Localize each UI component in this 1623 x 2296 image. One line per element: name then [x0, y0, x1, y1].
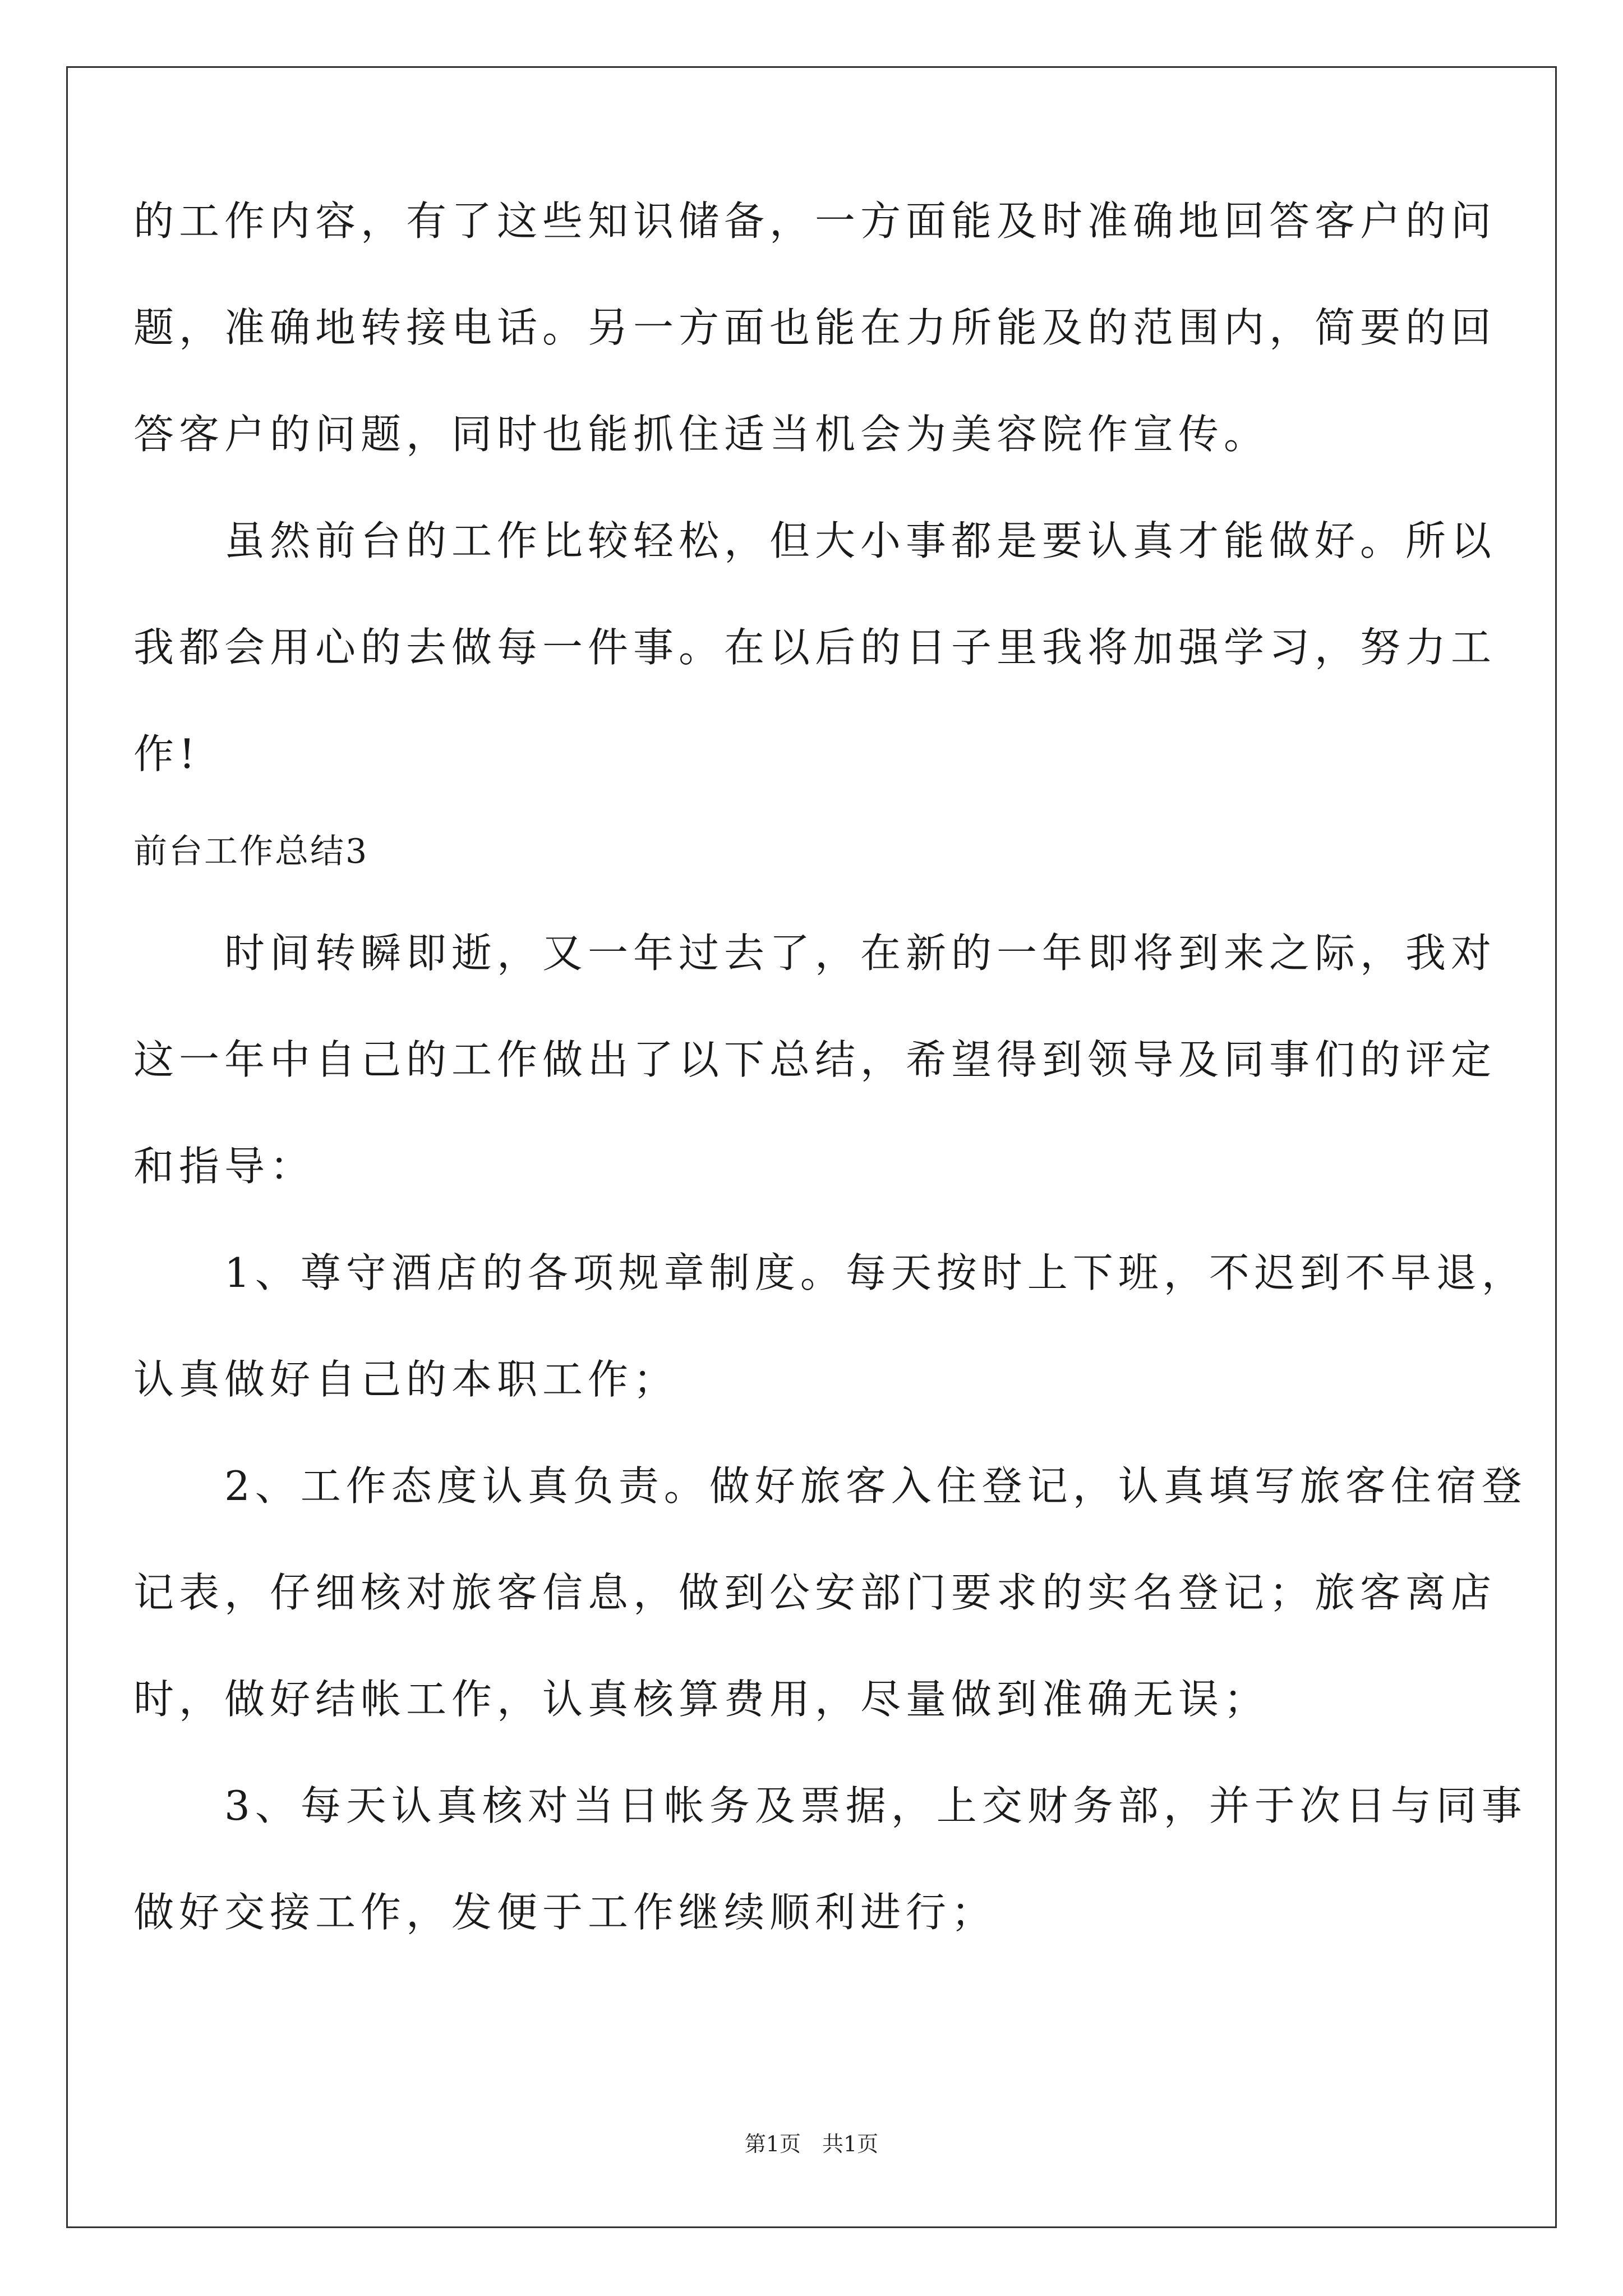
text-line: 这一年中自己的工作做出了以下总结，希望得到领导及同事们的评定 [133, 1036, 1497, 1083]
text-line: 作! [133, 730, 200, 777]
text-line: 1、尊守酒店的各项规章制度。每天按时上下班，不迟到不早退， [133, 1249, 1527, 1296]
text-line: 和指导： [133, 1143, 316, 1190]
text-line: 时间转瞬即逝，又一年过去了，在新的一年即将到来之际，我对 [133, 930, 1497, 977]
section-heading: 前台工作总结3 [133, 832, 369, 871]
page-footer: 第1页 共1页 [744, 2132, 879, 2156]
text-line: 的工作内容，有了这些知识储备，一方面能及时准确地回答客户的问 [133, 197, 1497, 245]
text-line: 做好交接工作，发便于工作继续顺利进行； [133, 1889, 997, 1936]
text-line: 时，做好结帐工作，认真核算费用，尽量做到准确无误； [133, 1676, 1270, 1723]
text-line: 答客户的问题，同时也能抓住适当机会为美容院作宣传。 [133, 411, 1270, 458]
text-line: 3、每天认真核对当日帐务及票据，上交财务部，并于次日与同事 [133, 1782, 1527, 1829]
text-line: 题，准确地转接电话。另一方面也能在力所能及的范围内，简要的回 [133, 304, 1497, 351]
text-line: 2、工作态度认真负责。做好旅客入住登记，认真填写旅客住宿登 [133, 1462, 1527, 1510]
text-line: 虽然前台的工作比较轻松，但大小事都是要认真才能做好。所以 [133, 517, 1497, 564]
text-line: 认真做好自己的本职工作； [133, 1356, 679, 1403]
text-line: 我都会用心的去做每一件事。在以后的日子里我将加强学习，努力工 [133, 624, 1497, 671]
text-line: 记表，仔细核对旅客信息，做到公安部门要求的实名登记；旅客离店 [133, 1569, 1497, 1616]
